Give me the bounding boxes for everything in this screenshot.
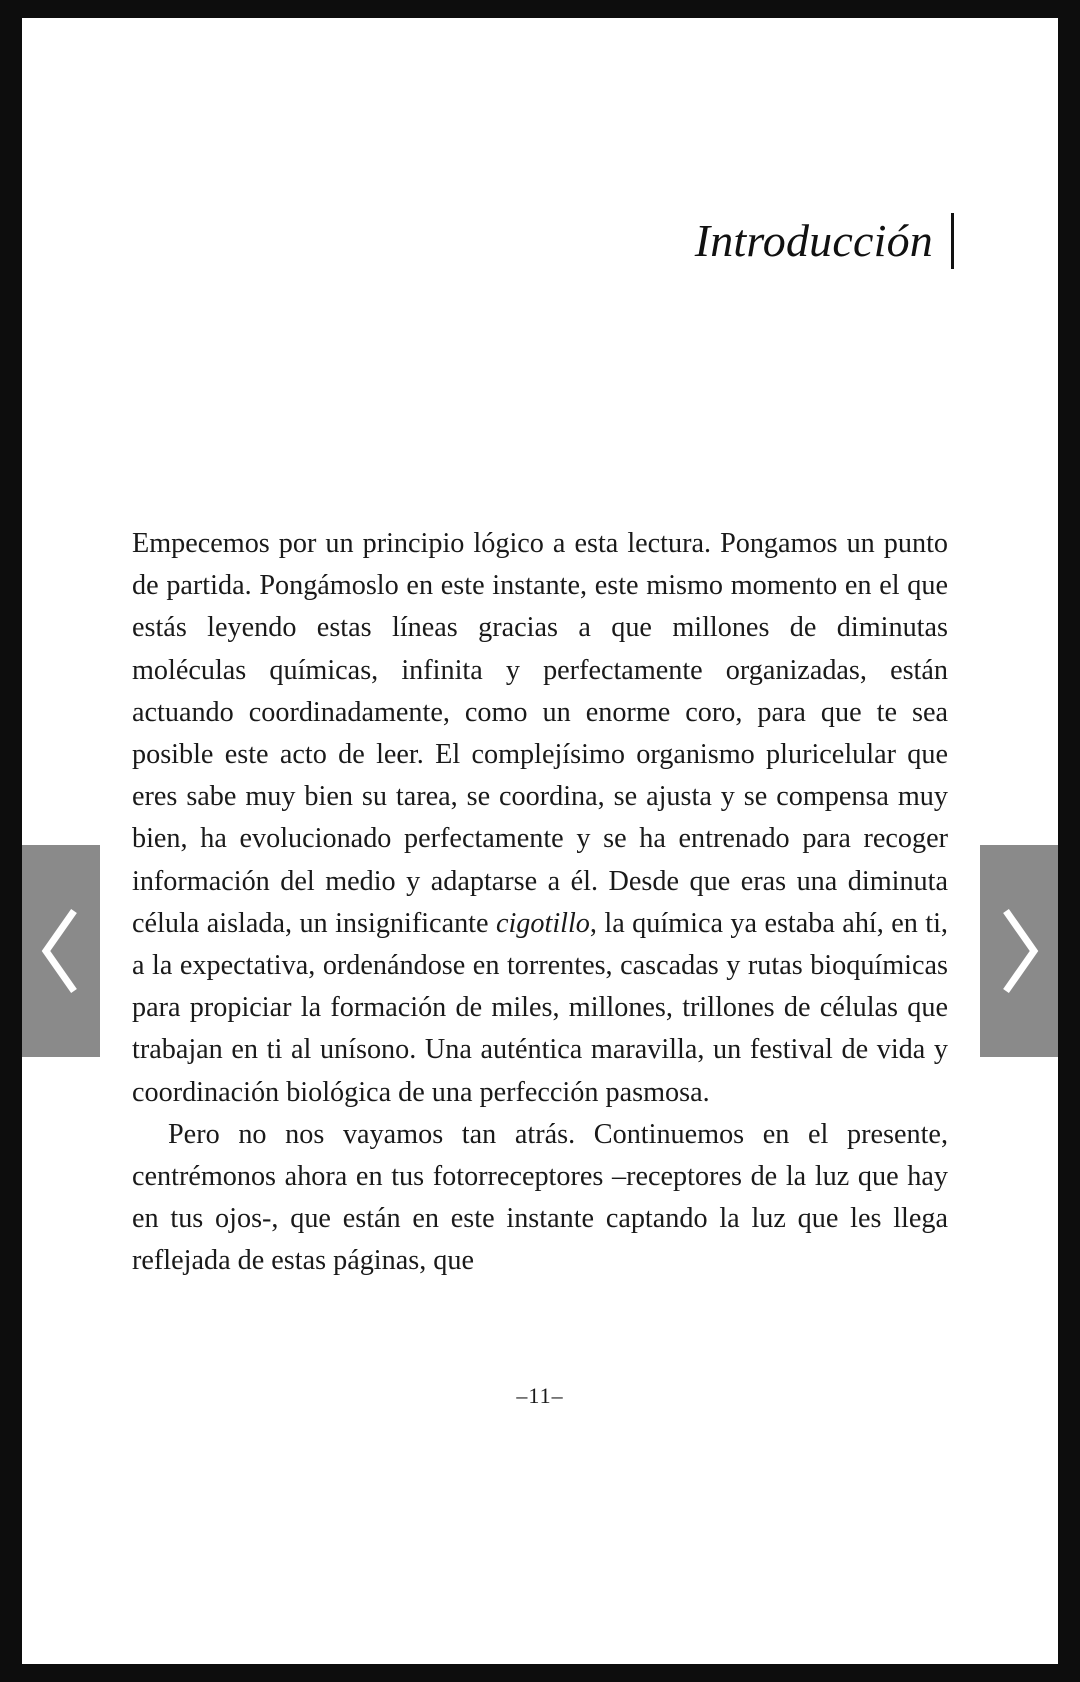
page-sheet bbox=[22, 18, 1058, 1664]
chapter-heading-rule bbox=[951, 213, 954, 269]
page-number: –11– bbox=[516, 1383, 564, 1408]
chevron-left-icon bbox=[38, 905, 84, 997]
text-run: Pero no nos vayamos tan atrás. Continuemos en el presente, centrémonos ahora en tus fotorreceptores –receptores de la luz que hay en tus ojos-, que están en este instante captando la luz que les llega reflejada de estas páginas, que bbox=[132, 1118, 948, 1277]
chevron-right-icon bbox=[996, 905, 1042, 997]
body-text bbox=[132, 523, 948, 1283]
paragraph bbox=[132, 523, 948, 1114]
next-page-button[interactable] bbox=[980, 845, 1058, 1057]
prev-page-button[interactable] bbox=[22, 845, 100, 1057]
chapter-heading bbox=[695, 213, 954, 269]
paragraph bbox=[132, 1114, 948, 1283]
emphasis-text: cigotillo bbox=[495, 907, 590, 939]
page-title: Introducción bbox=[694, 215, 933, 266]
text-run: Empecemos por un principio lógico a esta lectura. Pongamos un punto de partida. Pongámoslo en este instante, este mismo momento en el que estás leyendo estas líneas gracias a que millones de diminutas moléculas químicas, infinita y perfectamente organizadas, están actuando coordinadamente, como un enorme coro, para que te sea posible este acto de leer. El complejísimo organismo pluricelular que eres sabe muy bien su tarea, se coordina, se ajusta y se compensa muy bien, ha evolucionado perfectamente y se ha entrenado para recoger información del medio y adaptarse a él. Desde que eras una diminuta célula aislada, un insignificante bbox=[132, 528, 948, 939]
text-run: , la química ya estaba ahí, en ti, a la expectativa, ordenándose en torrentes, cascadas y rutas bioquímicas para propiciar la formación de miles, millones, trillones de células que trabajan en ti al unísono. Una auténtica maravilla, un festival de vida y coordinación biológica de una perfección pasmosa. bbox=[132, 907, 948, 1108]
